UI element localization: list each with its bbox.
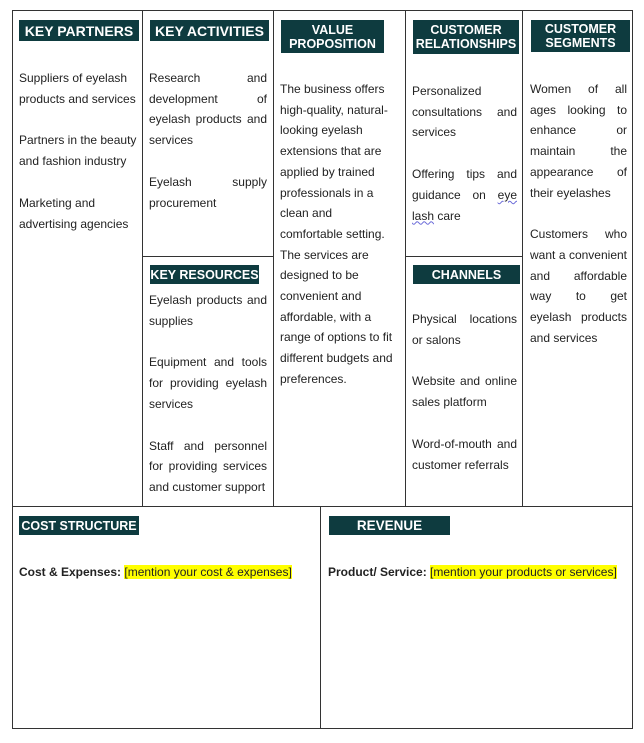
customer-segments-title-line2: SEGMENTS (545, 36, 616, 50)
value-proposition-header (281, 20, 384, 53)
divider (405, 256, 522, 257)
key-partners-title: KEY PARTNERS (24, 22, 134, 39)
list-item: Equipment and tools for providing eyelash services (149, 355, 267, 411)
cost-structure-title: COST STRUCTURE (21, 518, 137, 533)
key-resources-title: KEY RESOURCES (150, 267, 259, 282)
divider (142, 10, 143, 506)
divider (142, 256, 273, 257)
list-item-suffix: care (434, 208, 461, 223)
cost-structure-line (19, 562, 315, 583)
customer-relationships-header (413, 20, 519, 54)
key-activities-title: KEY ACTIVITIES (155, 22, 264, 39)
revenue-title: REVENUE (356, 517, 423, 533)
list-item: Women of all ages looking to enhance or maintain the appearance of their eyelashes (530, 82, 627, 200)
list-item: Website and online sales platform (412, 374, 517, 410)
revenue-line (328, 562, 628, 583)
key-partners-header (19, 20, 139, 41)
list-item: Customers who want a convenient and affordable way to get eyelash products and services (530, 227, 627, 345)
list-item: Suppliers of eyelash products and services (19, 71, 136, 106)
customer-relationships-title-line2: RELATIONSHIPS (415, 37, 517, 51)
cost-expenses-placeholder: [mention your cost & expenses] (124, 565, 292, 579)
list-item-prefix: Offering tips and guidance on (412, 167, 517, 202)
divider (522, 10, 523, 506)
list-item: Physical locations or salons (412, 312, 517, 347)
key-partners-list (19, 68, 138, 255)
list-item: Word-of-mouth and customer referrals (412, 436, 517, 472)
list-item (412, 164, 517, 226)
channels-header (413, 265, 520, 284)
product-service-label: Product/ Service: (328, 565, 427, 579)
divider (273, 10, 274, 506)
channels-list (412, 309, 517, 496)
value-proposition-body (280, 79, 397, 411)
channels-title: CHANNELS (431, 267, 502, 282)
product-service-placeholder: [mention your products or services] (430, 565, 617, 579)
customer-relationships-title-line1: CUSTOMER (430, 23, 502, 37)
key-activities-list (149, 68, 267, 234)
revenue-header (329, 516, 450, 535)
customer-segments-title-line1: CUSTOMER (544, 22, 617, 36)
customer-relationships-list (412, 81, 517, 247)
cost-structure-header (19, 516, 139, 535)
value-proposition-text: The business offers high-quality, natural-looking eyelash extensions that are applied by trained professionals in a clean and comfortable setting. The services are designed to be convenient and affordable, with a range of options to fit different budgets and preferences. (280, 82, 393, 386)
key-resources-header (150, 265, 259, 284)
divider (12, 506, 633, 507)
key-activities-header (150, 20, 269, 41)
list-item: Staff and personnel for providing services and customer support (149, 438, 267, 494)
list-item: Eyelash supply procurement (149, 174, 267, 210)
list-item: Personalized consultations and services (412, 84, 517, 140)
customer-segments-list (530, 79, 627, 369)
list-item: Eyelash products and supplies (149, 293, 267, 328)
key-resources-list (149, 290, 267, 519)
cost-expenses-label: Cost & Expenses: (19, 565, 122, 579)
list-item: Research and development of eyelash products and services (149, 71, 267, 148)
spelling-flagged-word: eye lash (412, 187, 517, 223)
value-proposition-title-line1: VALUE (311, 22, 354, 37)
list-item: Partners in the beauty and fashion industry (19, 133, 137, 169)
divider (405, 10, 406, 506)
list-item: Marketing and advertising agencies (19, 195, 129, 231)
customer-segments-header (531, 20, 630, 52)
divider (320, 506, 321, 729)
value-proposition-title-line2: PROPOSITION (289, 36, 376, 51)
